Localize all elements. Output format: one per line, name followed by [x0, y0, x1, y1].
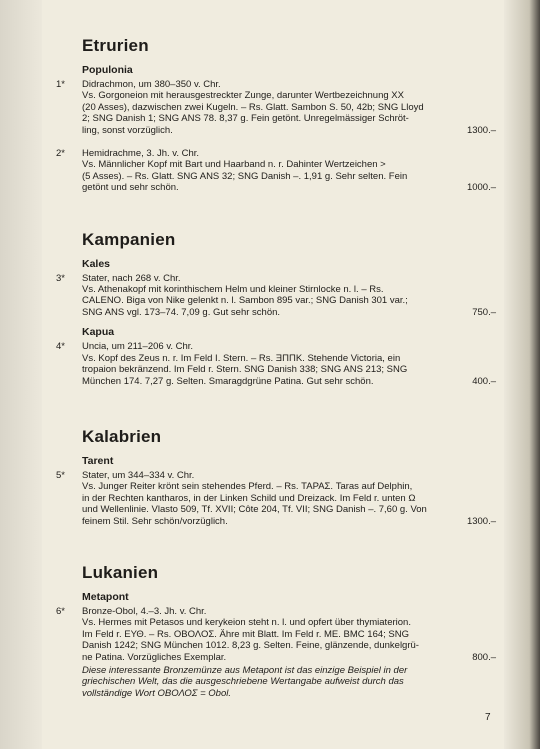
page-number: 7: [485, 712, 491, 723]
lot-number: 5*: [56, 469, 65, 481]
lot-line: Vs. Athenakopf mit korinthischem Helm und kleiner Stirnlocke n. l. – Rs.: [82, 284, 384, 296]
region-kalabrien: [56, 427, 496, 527]
lot-line: Uncia, um 211–206 v. Chr.: [82, 341, 194, 353]
lot-number: 1*: [56, 79, 65, 90]
lot-line: Hemidrachme, 3. Jh. v. Chr.: [82, 148, 200, 160]
lot-price: 750.–: [472, 306, 496, 318]
lot-description: [82, 79, 454, 136]
mint-heading: Metapont: [82, 590, 129, 603]
lot-description: [82, 148, 454, 194]
lot-line: Bronze-Obol, 4.–3. Jh. v. Chr.: [82, 605, 207, 617]
lot-line: Vs. Junger Reiter krönt sein stehendes Pferd. – Rs. ΤΑΡΑΣ. Taras auf Delphin,: [82, 481, 413, 493]
lot-entry: [56, 273, 496, 319]
lot-line: getönt und sehr schön.: [82, 182, 179, 194]
lot-line: (5 Asses). – Rs. Glatt. SNG ANS 32; SNG Danish –. 1,91 g. Sehr selten. Fein: [82, 170, 408, 182]
lot-entry: [56, 606, 496, 663]
region-heading: Lukanien: [82, 562, 159, 582]
lot-price: 1300.–: [466, 124, 496, 136]
lot-entry: [56, 470, 496, 527]
lot-line: Stater, nach 268 v. Chr.: [82, 272, 181, 284]
lot-line: Vs. Hermes mit Petasos und kerykeion steht n. l. und opfert über thymiaterion.: [82, 617, 411, 629]
region-heading: Kalabrien: [82, 426, 162, 446]
mint-heading: Kapua: [82, 326, 115, 339]
lot-line: Im Feld r. ΕΥΘ. – Rs. ΟΒΟΛΟΣ. Ähre mit Blatt. Im Feld r. ME. BMC 164; SNG: [82, 628, 410, 640]
lot-line: tropaion bekränzend. Im Feld r. Stern. SNG Danish 338; SNG ANS 213; SNG: [82, 364, 408, 376]
lot-price: 1300.–: [466, 515, 496, 527]
lot-number: 6*: [56, 605, 65, 617]
page-edge-shadow: [504, 0, 540, 749]
mint-heading: Kales: [82, 257, 111, 270]
region-heading: Kampanien: [82, 229, 176, 249]
region-heading: Etrurien: [82, 36, 149, 55]
note-line: vollständige Wort ΟΒΟΛΟΣ = Obol.: [82, 687, 231, 699]
lot-line: München 174. 7,27 g. Selten. Smaragdgrüne Patina. Gut sehr schön.: [82, 375, 374, 387]
lot-description: [82, 273, 454, 319]
region-lukanien: [56, 563, 496, 699]
lot-line: und Wellenlinie. Vlasto 509, Tf. XVII; Côte 204, Tf. VII; SNG Danish –. 7,60 g. Von: [82, 504, 427, 516]
lot-description: [82, 341, 454, 387]
lot-line: (20 Asses), dazwischen zwei Kugeln. – Rs. Glatt. Sambon S. 50, 42b; SNG Lloyd: [82, 101, 424, 113]
lot-entry: [56, 79, 496, 136]
region-etrurien: [56, 36, 496, 194]
lot-number: 4*: [56, 341, 65, 353]
lot-line: ling, sonst vorzüglich.: [82, 124, 173, 136]
lot-line: Didrachmon, um 380–350 v. Chr.: [82, 79, 221, 90]
lot-description: [82, 606, 454, 663]
lot-description: [82, 470, 454, 527]
lot-price: 400.–: [472, 375, 496, 387]
lot-entry: [56, 341, 496, 387]
lot-number: 3*: [56, 272, 65, 284]
lot-price: 800.–: [472, 651, 496, 663]
lot-line: feinem Stil. Sehr schön/vorzüglich.: [82, 515, 228, 527]
lot-line: ne Patina. Vorzügliches Exemplar.: [82, 651, 227, 663]
lot-line: Stater, um 344–334 v. Chr.: [82, 469, 195, 481]
lot-line: SNG ANS vgl. 173–74. 7,09 g. Gut sehr schön.: [82, 306, 281, 318]
lot-number: 2*: [56, 148, 65, 160]
lot-line: Vs. Gorgoneion mit herausgestreckter Zunge, darunter Wertbezeichnung XX: [82, 90, 404, 102]
lot-entry: [56, 148, 496, 194]
page-gutter-shadow: [0, 0, 42, 749]
catalog-page: [56, 28, 496, 699]
lot-price: 1000.–: [466, 182, 496, 194]
lot-line: CALENO. Biga von Nike gelenkt n. l. Sambon 895 var.; SNG Danish 301 var.;: [82, 295, 408, 307]
lot-note: [82, 665, 454, 699]
region-kampanien: [56, 230, 496, 387]
lot-line: Danish 1242; SNG München 1012. 8,23 g. Selten. Feine, glänzende, dunkelgrü-: [82, 640, 419, 652]
lot-line: 2; SNG Danish 1; SNG ANS 78. 8,37 g. Fein getönt. Unregelmässiger Schröt-: [82, 113, 409, 125]
lot-line: Vs. Kopf des Zeus n. r. Im Feld I. Stern. – Rs. ƎΠΠΚ. Stehende Victoria, ein: [82, 352, 401, 364]
note-line: Diese interessante Bronzemünze aus Metapont ist das einzige Beispiel in der: [82, 664, 408, 676]
mint-heading: Tarent: [82, 454, 114, 467]
mint-heading: Populonia: [82, 64, 133, 76]
note-line: griechischen Welt, das die ausgeschriebene Wertangabe aufweist durch das: [82, 676, 404, 688]
lot-line: Vs. Männlicher Kopf mit Bart und Haarband n. r. Dahinter Wertzeichen >: [82, 159, 386, 171]
lot-line: in der Rechten kantharos, in der Linken Schild und Dreizack. Im Feld r. unten Ω: [82, 492, 416, 504]
